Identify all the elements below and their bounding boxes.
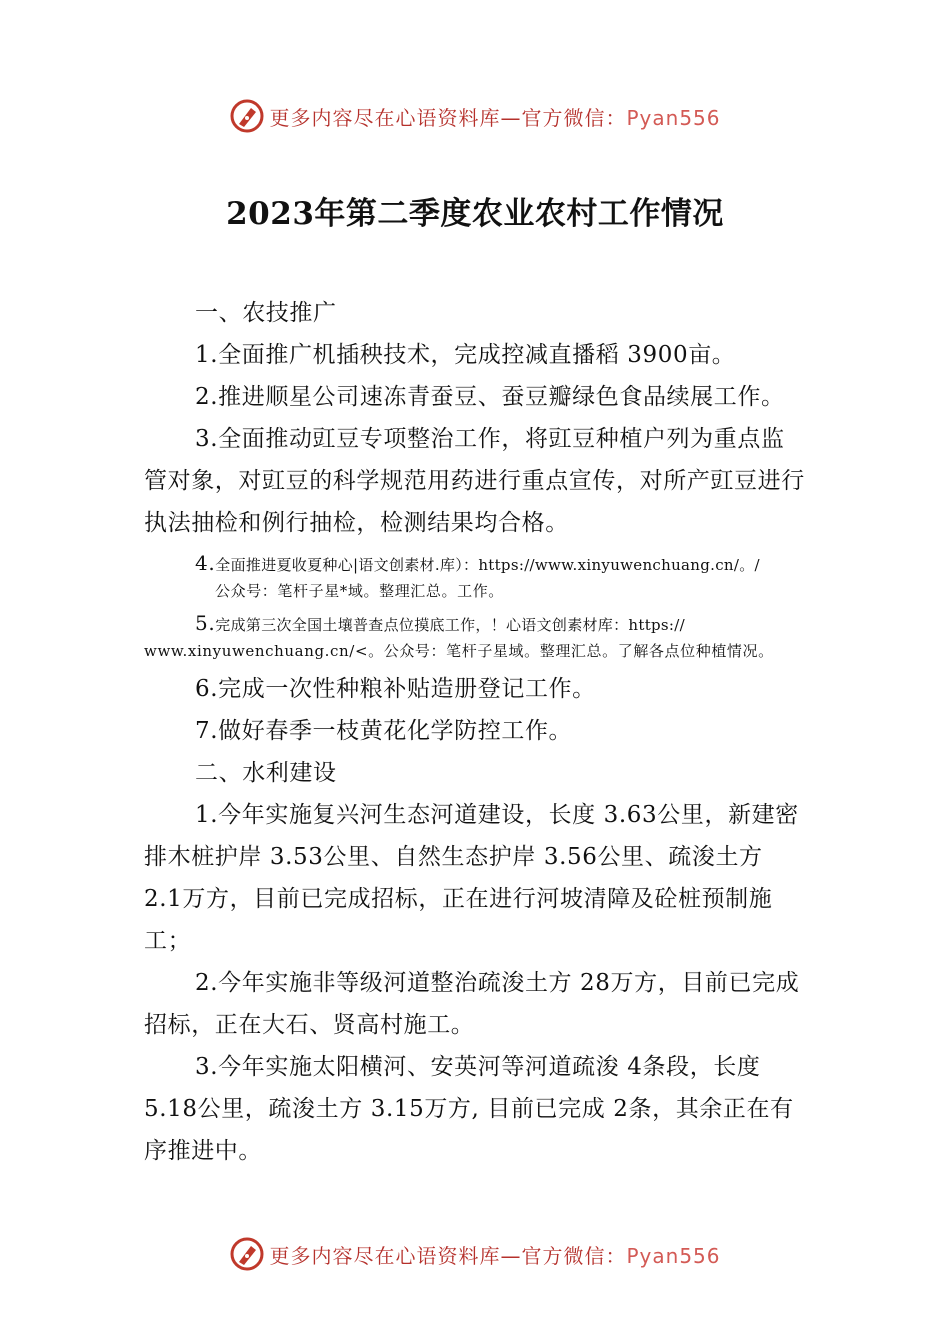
document-body — [144, 292, 808, 1172]
paragraph-small: 5.完成第三次全国土壤普查点位摸底工作，！心语文创素材库：https:// www.xinyuwenchuang.cn/<。公众号：笔杆子星域。整理汇总。了解各点位种植情况。 — [144, 611, 774, 660]
paragraph: 6.完成一次性种粮补贴造册登记工作。 — [195, 676, 596, 702]
header-banner — [0, 96, 950, 136]
wechat-id: Pyan556 — [626, 105, 721, 130]
paragraph: 1.今年实施复兴河生态河道建设，长度 3.63公里，新建密排木桩护岸 3.53公里、自然生态护岸 3.56公里、疏浚土方 2.1万方，目前已完成招标，正在进行河坡清障及砼桩预制施工； — [144, 802, 799, 954]
paragraph: 3.全面推动豇豆专项整治工作，将豇豆种植户列为重点监管对象，对豇豆的科学规范用药进行重点宣传，对所产豇豆进行执法抽检和例行抽检，检测结果均合格。 — [144, 426, 805, 536]
footer-banner — [0, 1234, 950, 1274]
wechat-id: Pyan556 — [626, 1243, 721, 1268]
section-heading-agri: 一、农技推广 — [195, 300, 337, 326]
pen-nib-logo-icon — [229, 1236, 265, 1272]
paragraph: 3.今年实施太阳横河、安英河等河道疏浚 4条段，长度5.18公里，疏浚土方 3.15万方, 目前已完成 2条，其余正在有序推进中。 — [144, 1054, 794, 1164]
banner-text: 更多内容尽在心语资料库—官方微信：Pyan556 — [269, 105, 721, 130]
paragraph: 2.推进顺星公司速冻青蚕豆、蚕豆瓣绿色食品续展工作。 — [195, 384, 785, 410]
paragraph: 2.今年实施非等级河道整治疏浚土方 28万方，目前已完成招标，正在大石、贤高村施工。 — [144, 970, 800, 1038]
page-title: 2023年第二季度农业农村工作情况 — [226, 196, 724, 232]
paragraph: 7.做好春季一枝黄花化学防控工作。 — [195, 718, 573, 744]
banner-text: 更多内容尽在心语资料库—官方微信：Pyan556 — [269, 1243, 721, 1268]
paragraph-small: 4.全面推进夏收夏种心|语文创素材.库）：https://www.xinyuwenchuang.cn/。/ 公众号：笔杆子星*域。整理汇总。工作。 — [195, 551, 760, 600]
pen-nib-logo-icon — [229, 98, 265, 134]
section-heading-water: 二、水利建设 — [195, 760, 337, 786]
paragraph: 1.全面推广机插秧技术，完成控减直播稻 3900亩。 — [195, 342, 736, 368]
